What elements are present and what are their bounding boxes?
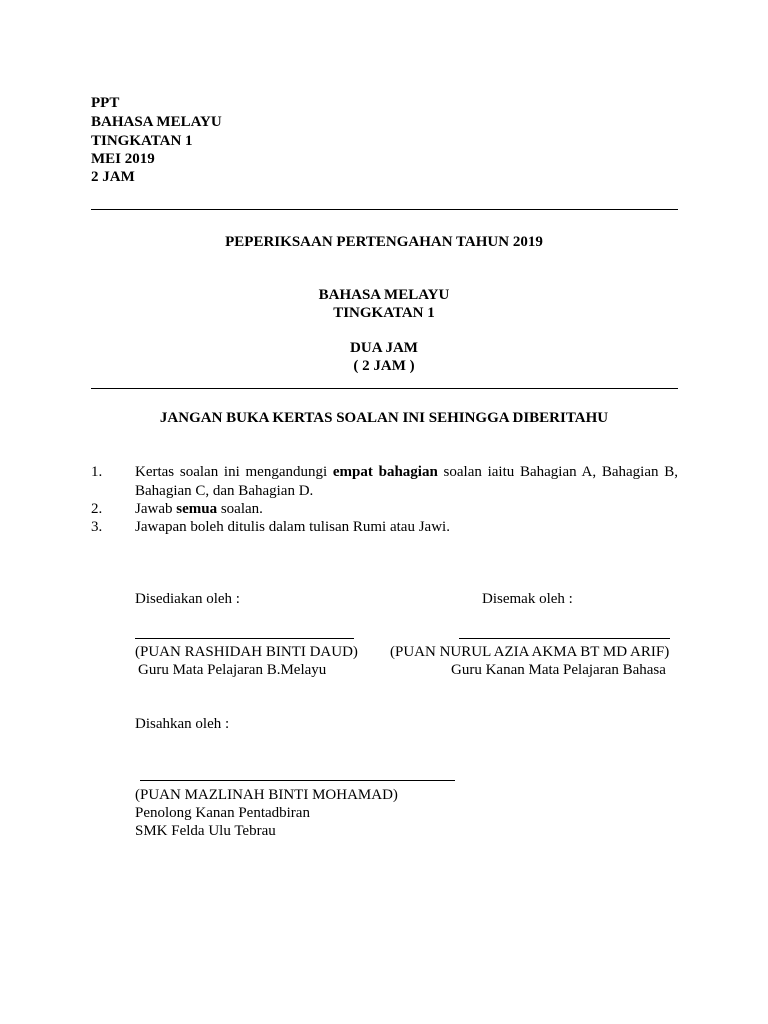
header-date: MEI 2019 [91, 151, 155, 167]
header-subject: BAHASA MELAYU [91, 114, 222, 130]
instruction-text: Kertas soalan ini mengandungi empat bahagian soalan iaitu Bahagian A, Bahagian B, Bahagian C, dan Bahagian D. [135, 464, 678, 499]
checked-signature-line [459, 638, 670, 639]
prepared-by-label: Disediakan oleh : [135, 591, 240, 607]
header-level: TINGKATAN 1 [91, 133, 193, 149]
approved-by-school: SMK Felda Ulu Tebrau [135, 823, 276, 839]
checked-by-label: Disemak oleh : [482, 591, 573, 607]
warning-text: JANGAN BUKA KERTAS SOALAN INI SEHINGGA DIBERITAHU [159, 410, 609, 426]
title-level: TINGKATAN 1 [333, 305, 435, 321]
approved-by-name: (PUAN MAZLINAH BINTI MOHAMAD) [135, 787, 398, 803]
title-subject: BAHASA MELAYU [318, 287, 450, 303]
instruction-number: 2. [91, 501, 103, 517]
checked-by-name: (PUAN NURUL AZIA AKMA BT MD ARIF) [390, 644, 670, 660]
divider-bottom [91, 388, 678, 389]
prepared-by-role: Guru Mata Pelajaran B.Melayu [138, 662, 327, 678]
approved-by-label: Disahkan oleh : [135, 716, 230, 732]
instruction-text: Jawab semua soalan. [135, 501, 263, 517]
checked-by-role: Guru Kanan Mata Pelajaran Bahasa [451, 662, 666, 678]
instruction-text: Jawapan boleh ditulis dalam tulisan Rumi atau Jawi. [135, 519, 450, 535]
prepared-signature-line [135, 638, 354, 639]
title-duration-paren: ( 2 JAM ) [353, 358, 415, 374]
instruction-number: 3. [91, 519, 103, 535]
header-code: PPT [91, 95, 120, 111]
title-duration-words: DUA JAM [350, 340, 418, 356]
exam-title: PEPERIKSAAN PERTENGAHAN TAHUN 2019 [225, 234, 543, 250]
divider-top [91, 209, 678, 210]
approved-by-role: Penolong Kanan Pentadbiran [135, 805, 310, 821]
approved-signature-line [140, 780, 455, 781]
prepared-by-name: (PUAN RASHIDAH BINTI DAUD) [135, 644, 358, 660]
instruction-number: 1. [91, 464, 103, 480]
header-duration: 2 JAM [91, 169, 135, 185]
